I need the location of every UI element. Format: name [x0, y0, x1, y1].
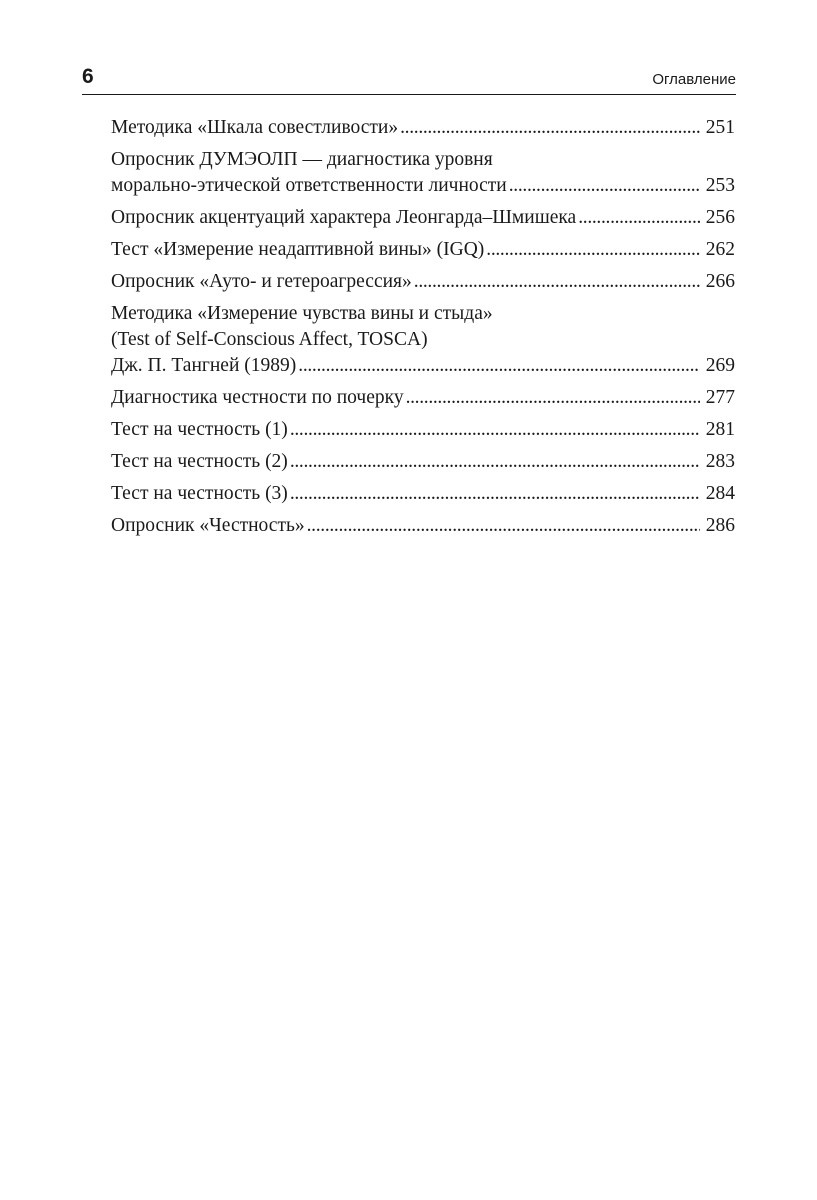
dot-leader: [290, 449, 700, 475]
toc-entry-title: Диагностика честности по почерку: [111, 387, 404, 408]
toc-entry[interactable]: [111, 269, 735, 295]
toc-entry-page: 283: [705, 451, 735, 472]
dot-leader: [509, 173, 700, 199]
toc-entry-title: Опросник ДУМЭОЛП — диагностика уровня: [111, 149, 493, 170]
toc-entry-page: 277: [705, 387, 735, 408]
toc-entry-page: 253: [705, 175, 735, 196]
toc-entry-title: Опросник «Ауто- и гетероагрессия»: [111, 271, 412, 292]
toc-entry[interactable]: [111, 417, 735, 443]
toc-entry-page: 286: [705, 515, 735, 536]
running-head: Оглавление: [652, 71, 736, 88]
toc-entry[interactable]: [111, 237, 735, 263]
toc-entry-title: Методика «Шкала совестливости»: [111, 117, 399, 138]
table-of-contents: [111, 115, 735, 545]
toc-entry-title: Методика «Измерение чувства вины и стыда»: [111, 303, 493, 324]
dot-leader: [298, 353, 699, 379]
page-header: [82, 64, 736, 95]
toc-entry-title: Тест «Измерение неадаптивной вины» (IGQ): [111, 239, 485, 260]
dot-leader: [307, 513, 700, 539]
toc-entry-page: 262: [705, 239, 735, 260]
dot-leader: [406, 385, 700, 411]
toc-entry-page: 281: [705, 419, 735, 440]
toc-entry[interactable]: [111, 449, 735, 475]
toc-entry-title: Опросник акцентуаций характера Леонгарда–Шмишека: [111, 207, 577, 228]
dot-leader: [486, 237, 699, 263]
toc-entry-title: Тест на честность (1): [111, 419, 288, 440]
dot-leader: [290, 417, 700, 443]
toc-entry-page: 256: [705, 207, 735, 228]
toc-entry-title-continued: морально-этической ответственности личности: [111, 175, 507, 196]
toc-entry-page: 269: [705, 355, 735, 376]
toc-entry-title-continued: (Test of Self-Conscious Affect, TOSCA): [111, 329, 428, 350]
toc-entry[interactable]: [111, 115, 735, 141]
toc-entry-title: Тест на честность (3): [111, 483, 288, 504]
toc-entry-page: 284: [705, 483, 735, 504]
toc-entry-page: 266: [705, 271, 735, 292]
toc-entry[interactable]: [111, 301, 735, 379]
dot-leader: [414, 269, 700, 295]
dot-leader: [290, 481, 700, 507]
dot-leader: [400, 115, 700, 141]
toc-entry-title: Опросник «Честность»: [111, 515, 305, 536]
toc-entry-title: Тест на честность (2): [111, 451, 288, 472]
dot-leader: [578, 205, 700, 231]
toc-entry-title-continued: Дж. П. Тангней (1989): [111, 355, 297, 376]
toc-entry[interactable]: [111, 481, 735, 507]
toc-entry[interactable]: [111, 147, 735, 199]
toc-entry-page: 251: [705, 117, 735, 138]
toc-entry[interactable]: [111, 513, 735, 539]
toc-entry[interactable]: [111, 385, 735, 411]
toc-entry[interactable]: [111, 205, 735, 231]
page-number: 6: [82, 65, 94, 88]
